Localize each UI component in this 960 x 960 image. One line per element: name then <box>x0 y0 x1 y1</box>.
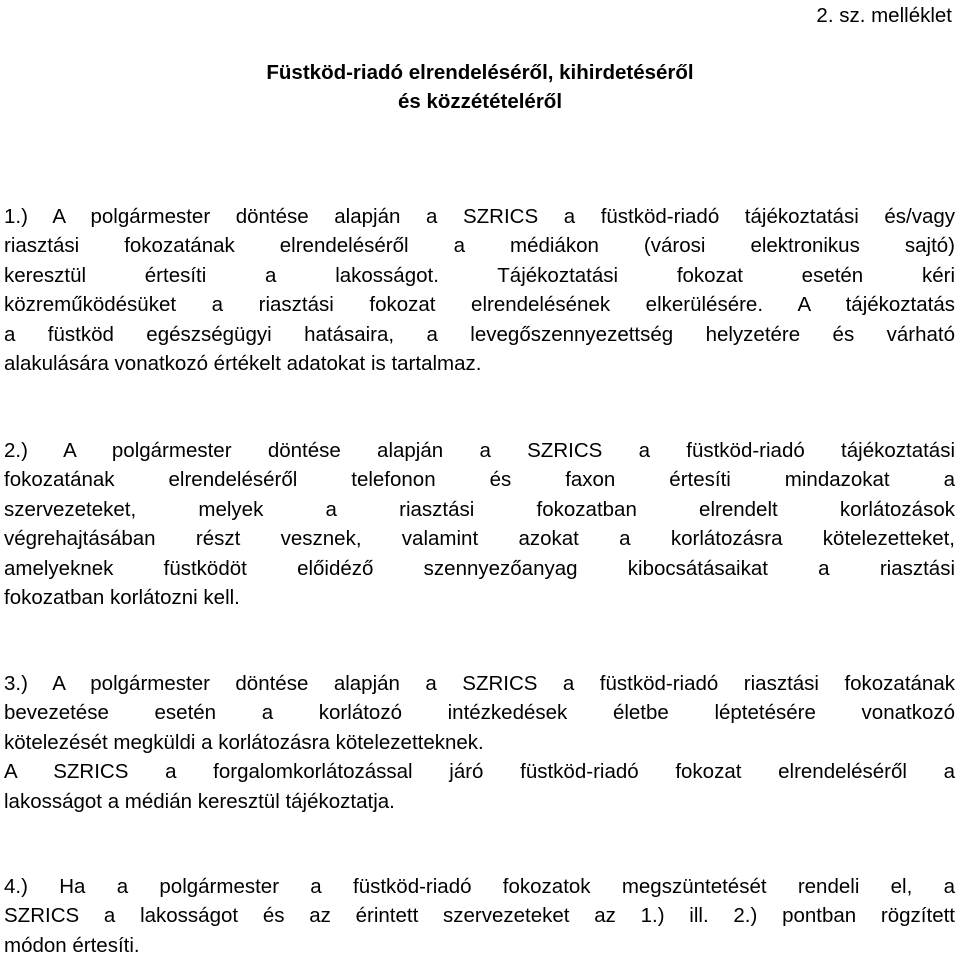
paragraph-3 <box>4 669 955 816</box>
annex-label: 2. sz. melléklet <box>816 4 952 27</box>
paragraph-line: alakulására vonatkozó értékelt adatokat is tartalmaz. <box>4 352 482 376</box>
document-title <box>150 58 810 116</box>
title-line-1: Füstköd-riadó elrendeléséről, kihirdetéséről <box>266 61 694 84</box>
paragraph-line: szervezeteket, melyek a riasztási fokozatban elrendelt korlátozások <box>4 497 955 521</box>
paragraph-1 <box>4 202 955 378</box>
paragraph-2 <box>4 436 955 612</box>
paragraph-line: a füstköd egészségügyi hatásaira, a levegőszennyezettség helyzetére és várható <box>4 322 955 346</box>
paragraph-line: fokozatának elrendeléséről telefonon és faxon értesíti mindazokat a <box>4 468 955 492</box>
paragraph-4 <box>4 872 955 960</box>
paragraph-line: 4.) Ha a polgármester a füstköd-riadó fokozatok megszüntetését rendeli el, a <box>4 875 955 898</box>
paragraph-line: lakosságot a médián keresztül tájékoztatja. <box>4 789 395 813</box>
title-line-2: és közzétételéről <box>397 90 563 113</box>
paragraph-line: 3.) A polgármester döntése alapján a SZRICS a füstköd-riadó riasztási fokozatának <box>4 672 955 695</box>
paragraph-line: közreműködésüket a riasztási fokozat elrendelésének elkerülésére. A tájékoztatás <box>4 293 955 317</box>
paragraph-line: bevezetése esetén a korlátozó intézkedések életbe léptetésére vonatkozó <box>4 701 955 725</box>
paragraph-line: riasztási fokozatának elrendeléséről a médiákon (városi elektronikus sajtó) <box>4 234 955 258</box>
paragraph-line: SZRICS a lakosságot és az érintett szervezeteket az 1.) ill. 2.) pontban rögzített <box>4 904 955 928</box>
paragraph-line: amelyeknek füstködöt előidéző szennyezőanyag kibocsátásaikat a riasztási <box>4 556 955 580</box>
paragraph-line: 2.) A polgármester döntése alapján a SZRICS a füstköd-riadó tájékoztatási <box>4 439 955 462</box>
paragraph-line: keresztül értesíti a lakosságot. Tájékoztatási fokozat esetén kéri <box>4 263 955 287</box>
paragraph-line: módon értesíti. <box>4 933 140 957</box>
paragraph-line: fokozatban korlátozni kell. <box>4 586 240 610</box>
paragraph-line: A SZRICS a forgalomkorlátozással járó füstköd-riadó fokozat elrendeléséről a <box>4 760 955 784</box>
paragraph-line: kötelezését megküldi a korlátozásra kötelezetteknek. <box>4 730 484 754</box>
paragraph-line: 1.) A polgármester döntése alapján a SZRICS a füstköd-riadó tájékoztatási és/vagy <box>4 205 955 228</box>
paragraph-line: végrehajtásában részt vesznek, valamint azokat a korlátozásra kötelezetteket, <box>4 527 955 551</box>
